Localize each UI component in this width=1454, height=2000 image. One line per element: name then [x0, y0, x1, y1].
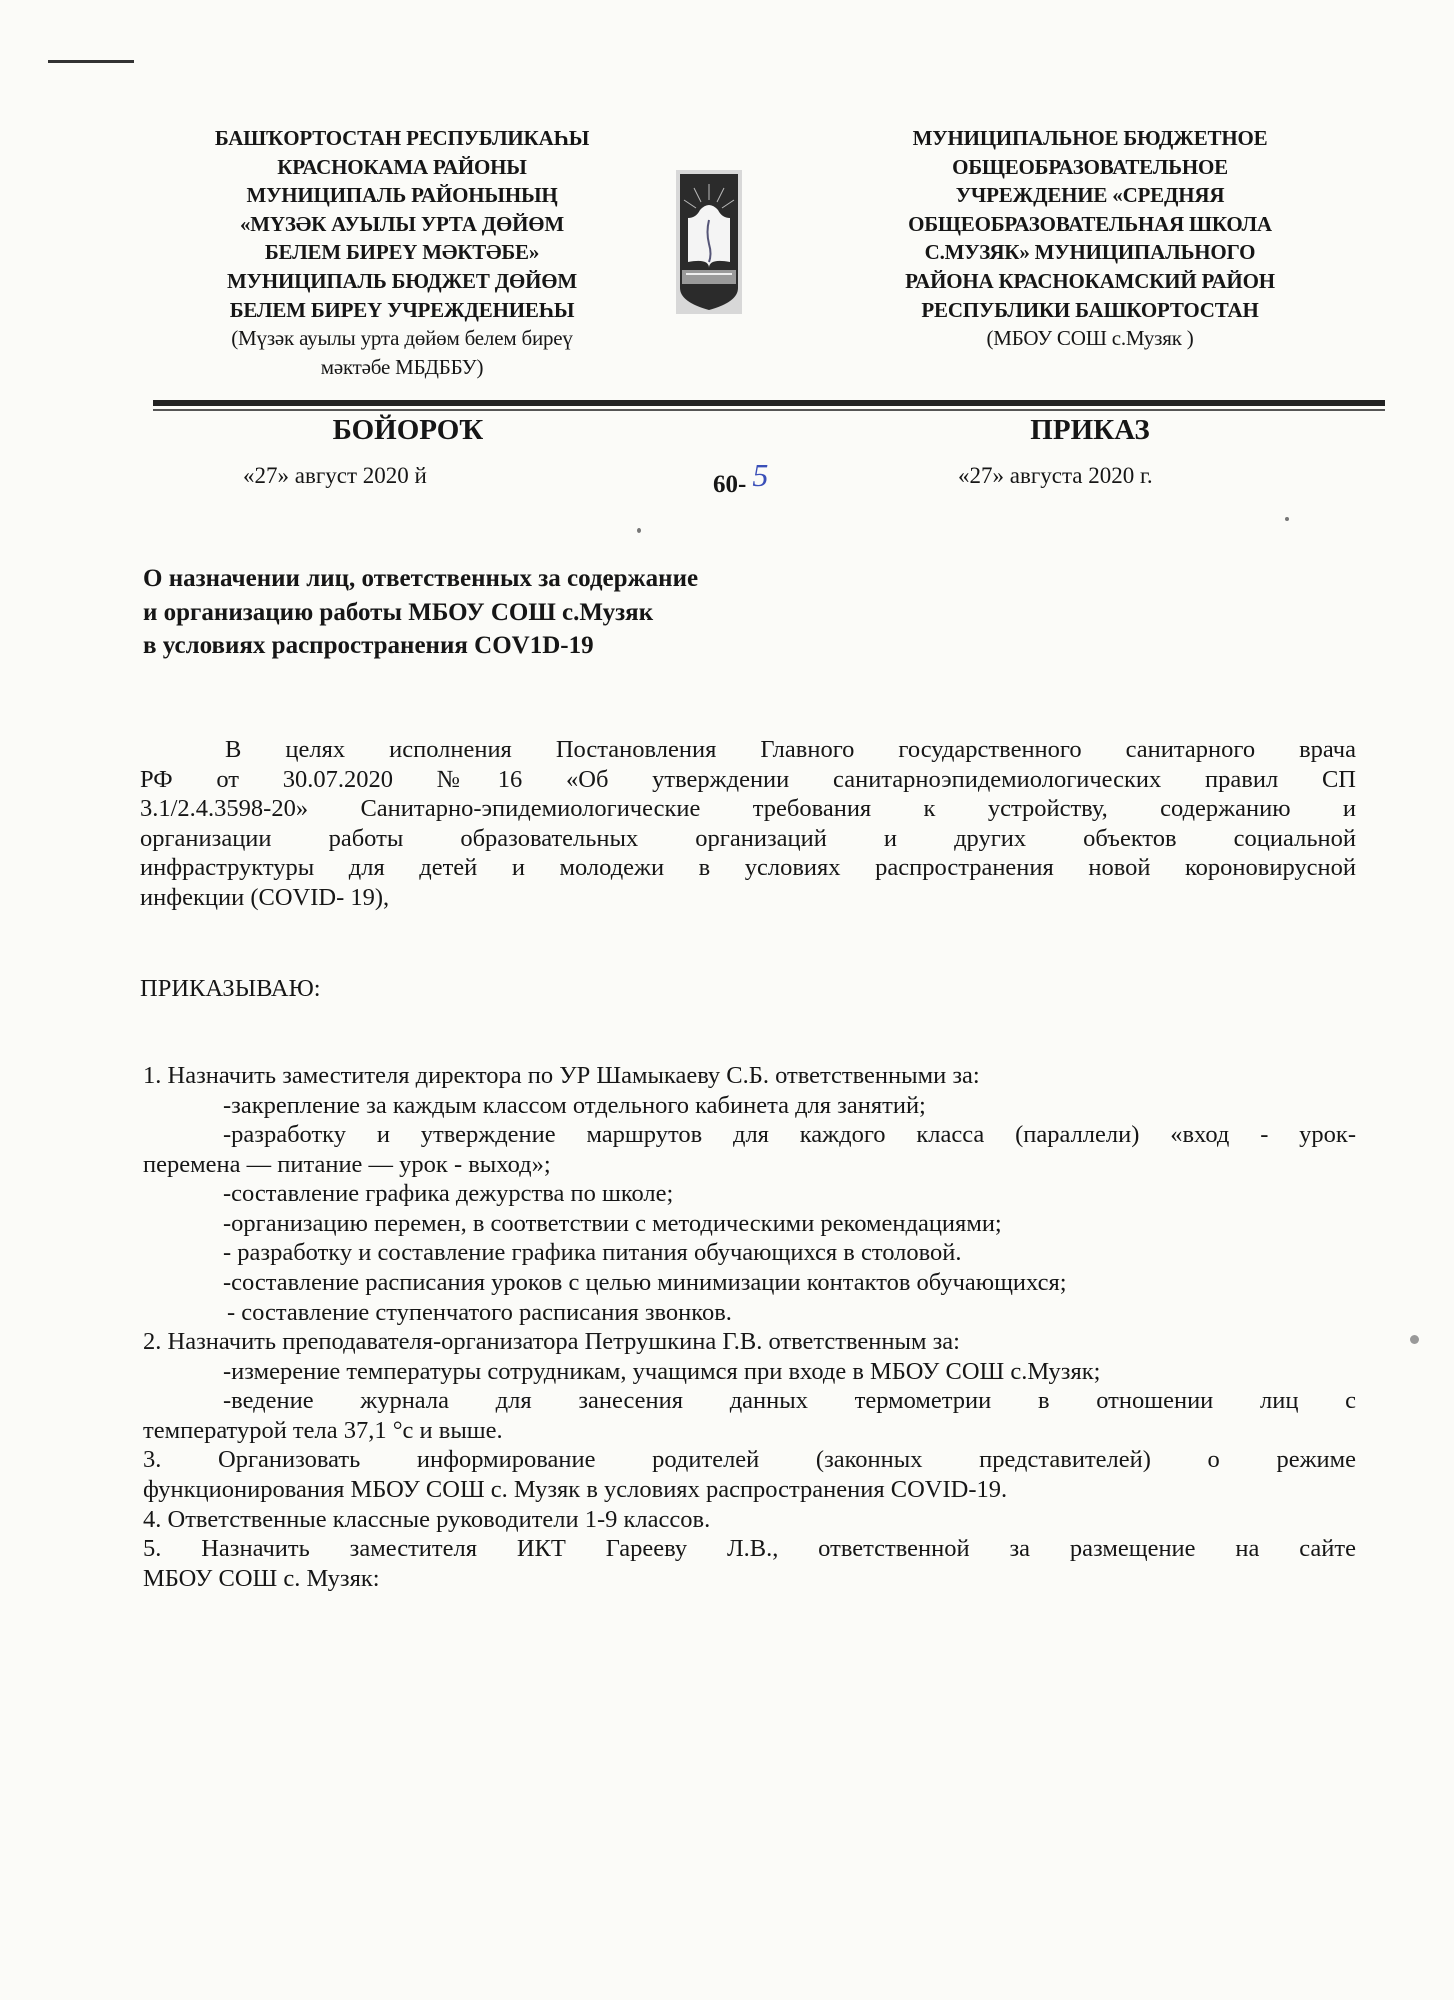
header-line: МУНИЦИПАЛЬ РАЙОНЫНЫҢ — [246, 183, 558, 208]
subject-line: и организацию работы МБОУ СОШ с.Музяк — [143, 598, 654, 626]
item-line: -составление расписания уроков с целью минимизации контактов обучающихся; — [223, 1269, 1067, 1296]
order-date-bashkir: «27» август 2020 й — [243, 463, 427, 488]
header-line: БЕЛЕМ БИРЕҮ УЧРЕЖДЕНИЕҺЫ — [229, 297, 575, 322]
header-line: «МҮЗӘК АУЫЛЫ УРТА ДӨЙӨМ — [240, 211, 564, 236]
preamble-line: организации работы образовательных организаций и других объектов социальной — [140, 825, 1356, 852]
header-line: МУНИЦИПАЛЬНОЕ БЮДЖЕТНОЕ — [912, 126, 1268, 150]
order-word: ПРИКАЗЫВАЮ: — [140, 975, 321, 1002]
header-line: БАШҠОРТОСТАН РЕСПУБЛИКАҺЫ — [214, 126, 590, 150]
preamble-line: РФ от 30.07.2020 №16 «Об утверждении санитарноэпидемиологических правил СП — [140, 766, 1356, 793]
item-line: перемена — питание — урок - выход»; — [143, 1151, 551, 1178]
item-line: -организацию перемен, в соответствии с методическими рекомендациями; — [223, 1210, 1002, 1237]
order-date-russian: «27» августа 2020 г. — [958, 463, 1153, 488]
order-subject — [143, 562, 698, 663]
header-note: (Мүзәк ауылы урта дөйөм белем биреү — [231, 326, 573, 351]
header-russian — [855, 124, 1325, 353]
header-note: (МБОУ СОШ с.Музяк ) — [986, 326, 1194, 351]
header-line: С.МУЗЯК» МУНИЦИПАЛЬНОГО — [924, 240, 1256, 265]
order-title-russian: ПРИКАЗ — [1030, 414, 1150, 446]
scan-speck — [1285, 517, 1289, 521]
order-number — [713, 457, 769, 500]
header-line: ОБЩЕОБРАЗОВАТЕЛЬНОЕ — [952, 154, 1228, 179]
preamble-line: 3.1/2.4.3598-20» Санитарно-эпидемиологические требования к устройству, содержанию и — [140, 795, 1356, 822]
header-bashkir — [167, 124, 637, 381]
order-number-handwritten: 5 — [752, 457, 769, 493]
item-line: температурой тела 37,1 °с и выше. — [143, 1417, 503, 1444]
preamble-line: инфраструктуры для детей и молодежи в условиях распространения новой короновирусной — [140, 854, 1356, 881]
order-title-bashkir: БОЙОРОҠ — [332, 414, 484, 446]
subject-line: в условиях распространения COV1D-19 — [143, 632, 594, 659]
header-line: БЕЛЕМ БИРЕҮ МӘКТӘБЕ» — [264, 240, 540, 265]
preamble-line: инфекции (COVID- 19), — [140, 884, 390, 911]
item-line: - составление ступенчатого расписания звонков. — [227, 1299, 732, 1326]
item-line: -закрепление за каждым классом отдельного кабинета для занятий; — [223, 1092, 926, 1119]
scan-mark — [48, 60, 134, 63]
scan-speck — [637, 528, 641, 533]
item-line: 3. Организовать информирование родителей (законных представителей) о режиме — [143, 1446, 1356, 1473]
scan-speck — [1410, 1335, 1419, 1344]
header-line: ОБЩЕОБРАЗОВАТЕЛЬНАЯ ШКОЛА — [908, 211, 1272, 236]
preamble-line: В целях исполнения Постановления Главного государственного санитарного врача — [225, 736, 1356, 763]
item-line: 1. Назначить заместителя директора по УР Шамыкаеву С.Б. ответственными за: — [143, 1062, 980, 1089]
item-line: 2. Назначить преподавателя-организатора Петрушкина Г.В. ответственным за: — [143, 1328, 960, 1355]
header-divider-thick — [153, 400, 1385, 406]
item-line: -ведение журнала для занесения данных термометрии в отношении лиц с — [223, 1387, 1356, 1414]
subject-line: О назначении лиц, ответственных за содержание — [143, 565, 699, 592]
header-line: УЧРЕЖДЕНИЕ «СРЕДНЯЯ — [955, 183, 1225, 208]
header-divider-thin — [153, 409, 1385, 411]
header-line: КРАСНОКАМА РАЙОНЫ — [277, 154, 527, 179]
item-line: функционирования МБОУ СОШ с. Музяк в условиях распространения COVID-19. — [143, 1476, 1008, 1503]
header-note: мәктәбе МБДББУ) — [320, 354, 484, 379]
header-line: РАЙОНА КРАСНОКАМСКИЙ РАЙОН — [905, 268, 1275, 293]
item-line: 4. Ответственные классные руководители 1-9 классов. — [143, 1506, 711, 1533]
item-line: -измерение температуры сотрудникам, учащимся при входе в МБОУ СОШ с.Музяк; — [223, 1358, 1101, 1385]
coat-of-arms-emblem — [676, 170, 742, 314]
header-line: МУНИЦИПАЛЬ БЮДЖЕТ ДӨЙӨМ — [227, 268, 577, 293]
item-line: МБОУ СОШ с. Музяк: — [143, 1565, 380, 1592]
header-line: РЕСПУБЛИКИ БАШКОРТОСТАН — [921, 297, 1259, 322]
order-number-printed: 60- — [713, 471, 747, 498]
item-line: -составление графика дежурства по школе; — [223, 1180, 674, 1207]
item-line: -разработку и утверждение маршрутов для каждого класса (параллели) «вход - урок- — [223, 1121, 1356, 1148]
item-line: - разработку и составление графика питания обучающихся в столовой. — [223, 1239, 962, 1266]
item-line: 5. Назначить заместителя ИКТ Гарееву Л.В., ответственной за размещение на сайте — [143, 1535, 1356, 1562]
